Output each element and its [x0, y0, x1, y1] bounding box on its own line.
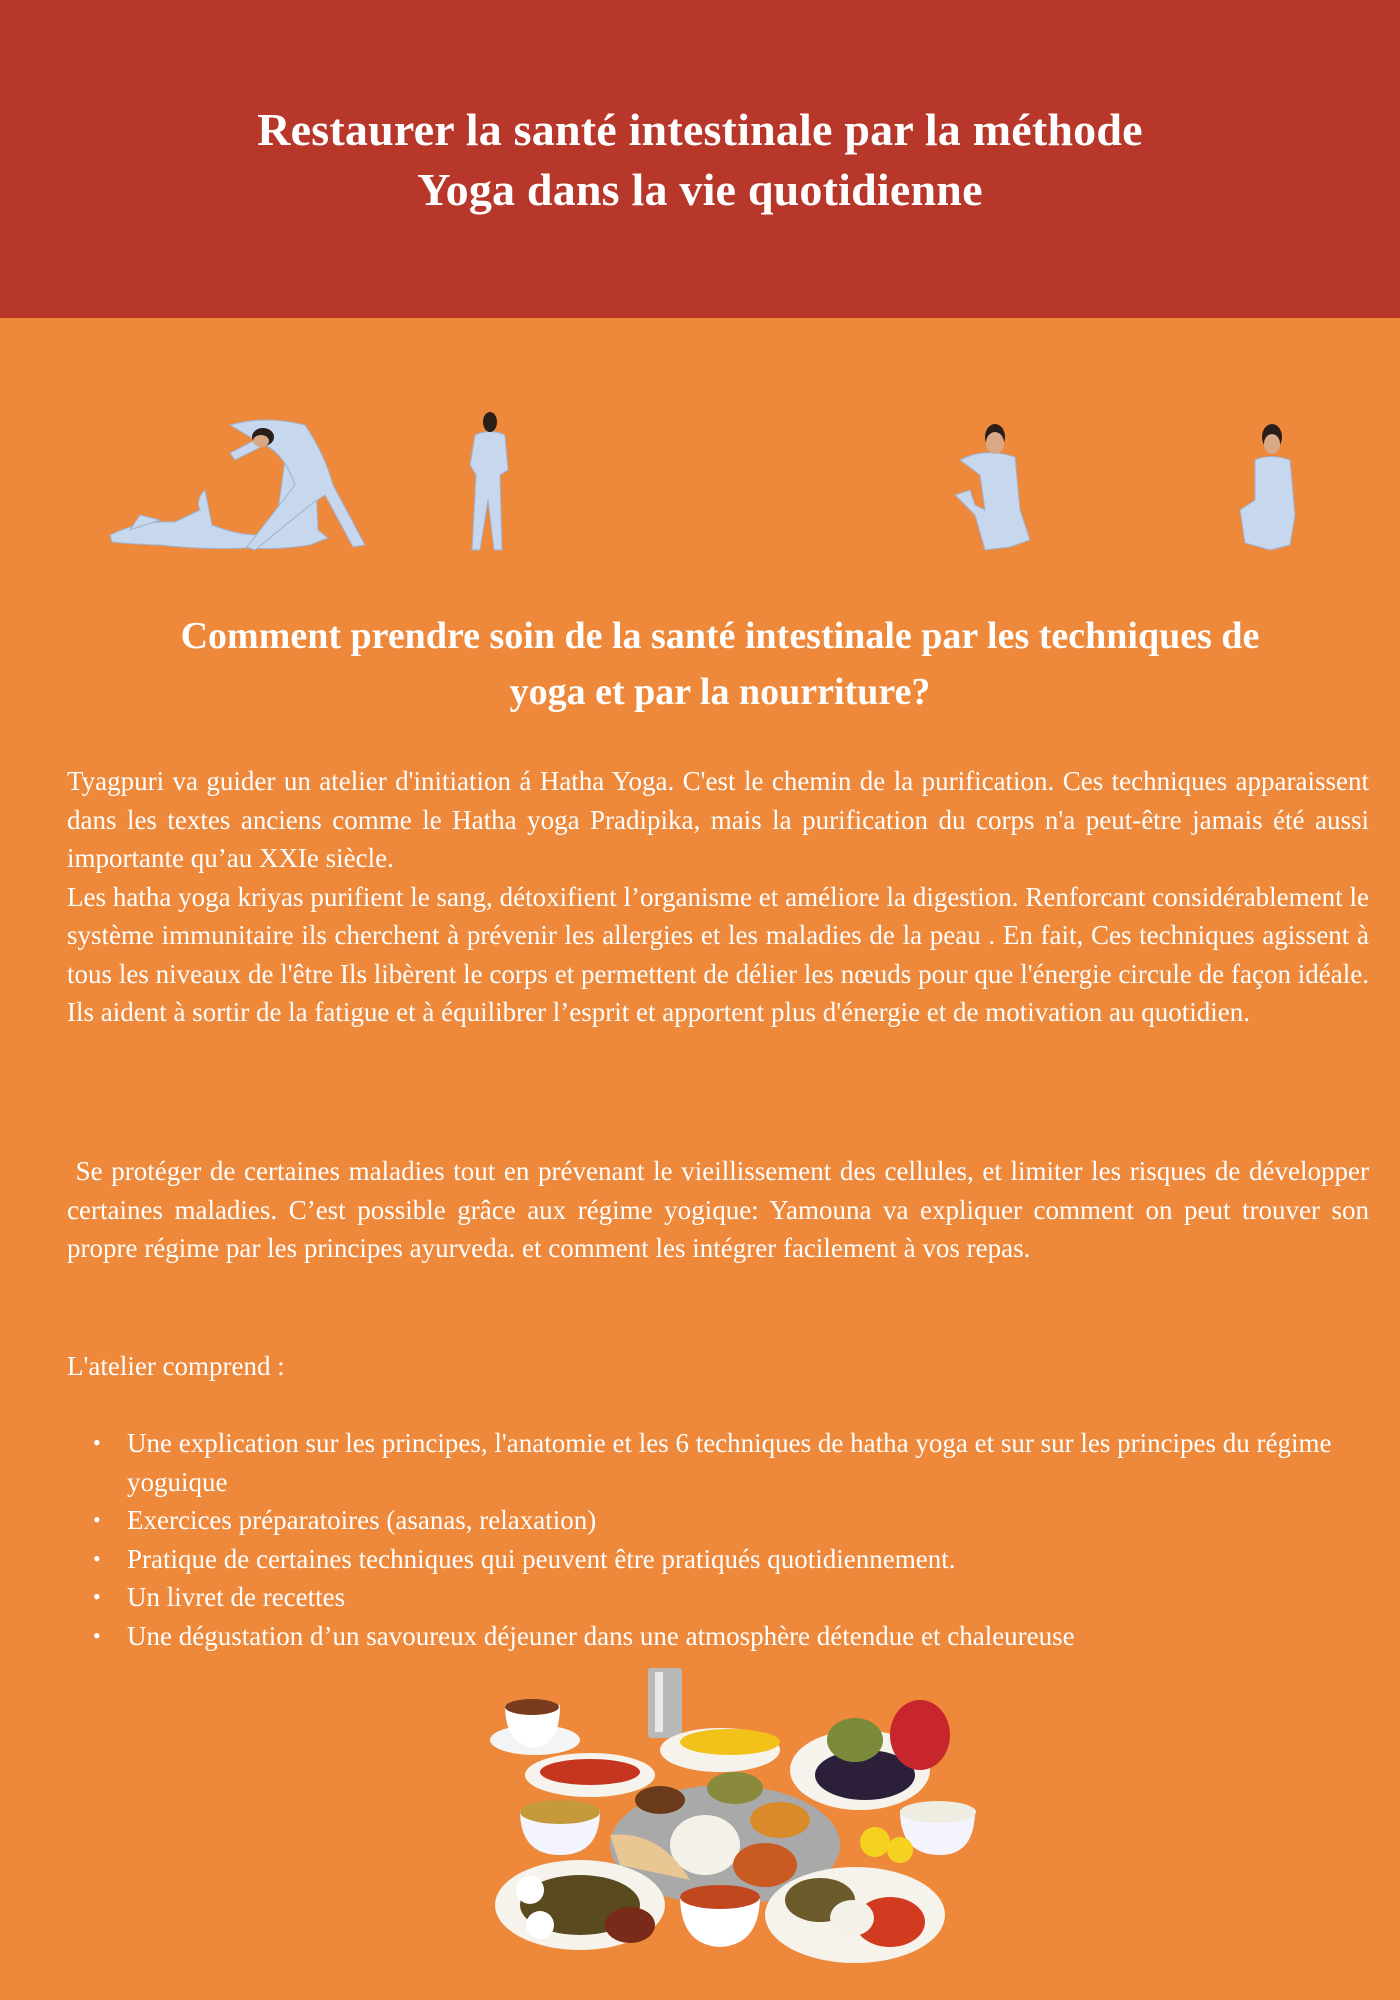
avocado-icon: [827, 1718, 883, 1762]
bullet-icon: •: [93, 1622, 101, 1648]
rice-icon: [670, 1815, 740, 1875]
yoga-figure-kneeling-icon: [940, 415, 1050, 555]
bullet-icon: •: [93, 1430, 101, 1455]
header-banner: [0, 0, 1400, 318]
list-item-text: Une dégustation d’un savoureux déjeuner dans une atmosphère détendue et chaleureuse: [127, 1620, 1075, 1651]
corn-icon: [680, 1729, 780, 1755]
steel-cup-icon: [648, 1668, 682, 1738]
list-item-text: Pratique de certaines techniques qui peuvent être pratiqués quotidiennement.: [127, 1543, 956, 1574]
paragraph-purification: Tyagpuri va guider un atelier d'initiation á Hatha Yoga. C'est le chemin de la purification. Ces techniques apparaissent dans les textes anciens comme le Hatha yoga Pradipika, mais la purification du corps n'a peut-être jamais été aussi importante qu’au XXIe siècle.: [67, 766, 1369, 873]
paragraph-kriyas: Les hatha yoga kriyas purifient le sang, détoxifient l’organisme et améliore la digestion. Renforcant considérablement le système immunitaire ils cherchent à prévenir les allergies et les maladies de la peau . En fait, Ces techniques agissent à tous les niveaux de l'être Ils libèrent le corps et permettent de délier les nœuds pour que l'énergie circule de façon idéale. Ils aident à sortir de la fatigue et à équilibrer l’esprit et apportent plus d'énergie et de motivation au quotidien.: [67, 881, 1369, 1027]
yoga-figure-standing-icon: [450, 410, 530, 555]
yoga-figures: [100, 400, 1350, 570]
paragraph-diet: Se protéger de certaines maladies tout en prévenant le vieillissement des cellules, et limiter les risques de développer certaines maladies. C’est possible grâce aux régime yogique: Yamouna va expliquer comment on peut trouver son propre régime par les principes ayurveda. et comment les intégrer facilement à vos repas.: [67, 1156, 1376, 1263]
bullet-icon: •: [93, 1507, 101, 1532]
list-item-text: Une explication sur les principes, l'anatomie et les 6 techniques de hatha yoga et sur sur les principes du régime yoguique: [127, 1428, 1332, 1497]
bullet-icon: •: [93, 1545, 101, 1571]
list-item: [67, 1578, 1377, 1617]
list-item: [67, 1617, 1377, 1656]
heading-line-2: yoga et par la nourriture?: [509, 671, 931, 713]
list-item-text: Un livret de recettes: [127, 1582, 346, 1612]
page-title: [0, 100, 1400, 220]
diet-paragraph: [67, 1152, 1376, 1268]
list-item: [67, 1501, 1377, 1540]
title-line-2: Yoga dans la vie quotidienne: [417, 164, 983, 215]
workshop-list: [67, 1424, 1377, 1655]
workshop-intro: L'atelier comprend :: [67, 1351, 285, 1381]
list-item-text: Exercices préparatoires (asanas, relaxation): [127, 1505, 597, 1535]
lemon-icon: [860, 1827, 890, 1857]
heading-line-1: Comment prendre soin de la santé intestinale par les techniques de: [180, 615, 1260, 657]
yoga-figure-squatting-icon: [1230, 415, 1320, 555]
list-item: [67, 1424, 1377, 1501]
list-item: [67, 1540, 1377, 1579]
bullet-icon: •: [93, 1584, 101, 1609]
title-line-1: Restaurer la santé intestinale par la méthode: [257, 104, 1143, 155]
section-heading: [70, 608, 1370, 720]
intro-paragraph: [67, 762, 1369, 1032]
pomegranate-icon: [890, 1700, 950, 1770]
food-spread-image: [480, 1660, 980, 2000]
yoga-figure-side-bend-icon: [225, 415, 385, 555]
